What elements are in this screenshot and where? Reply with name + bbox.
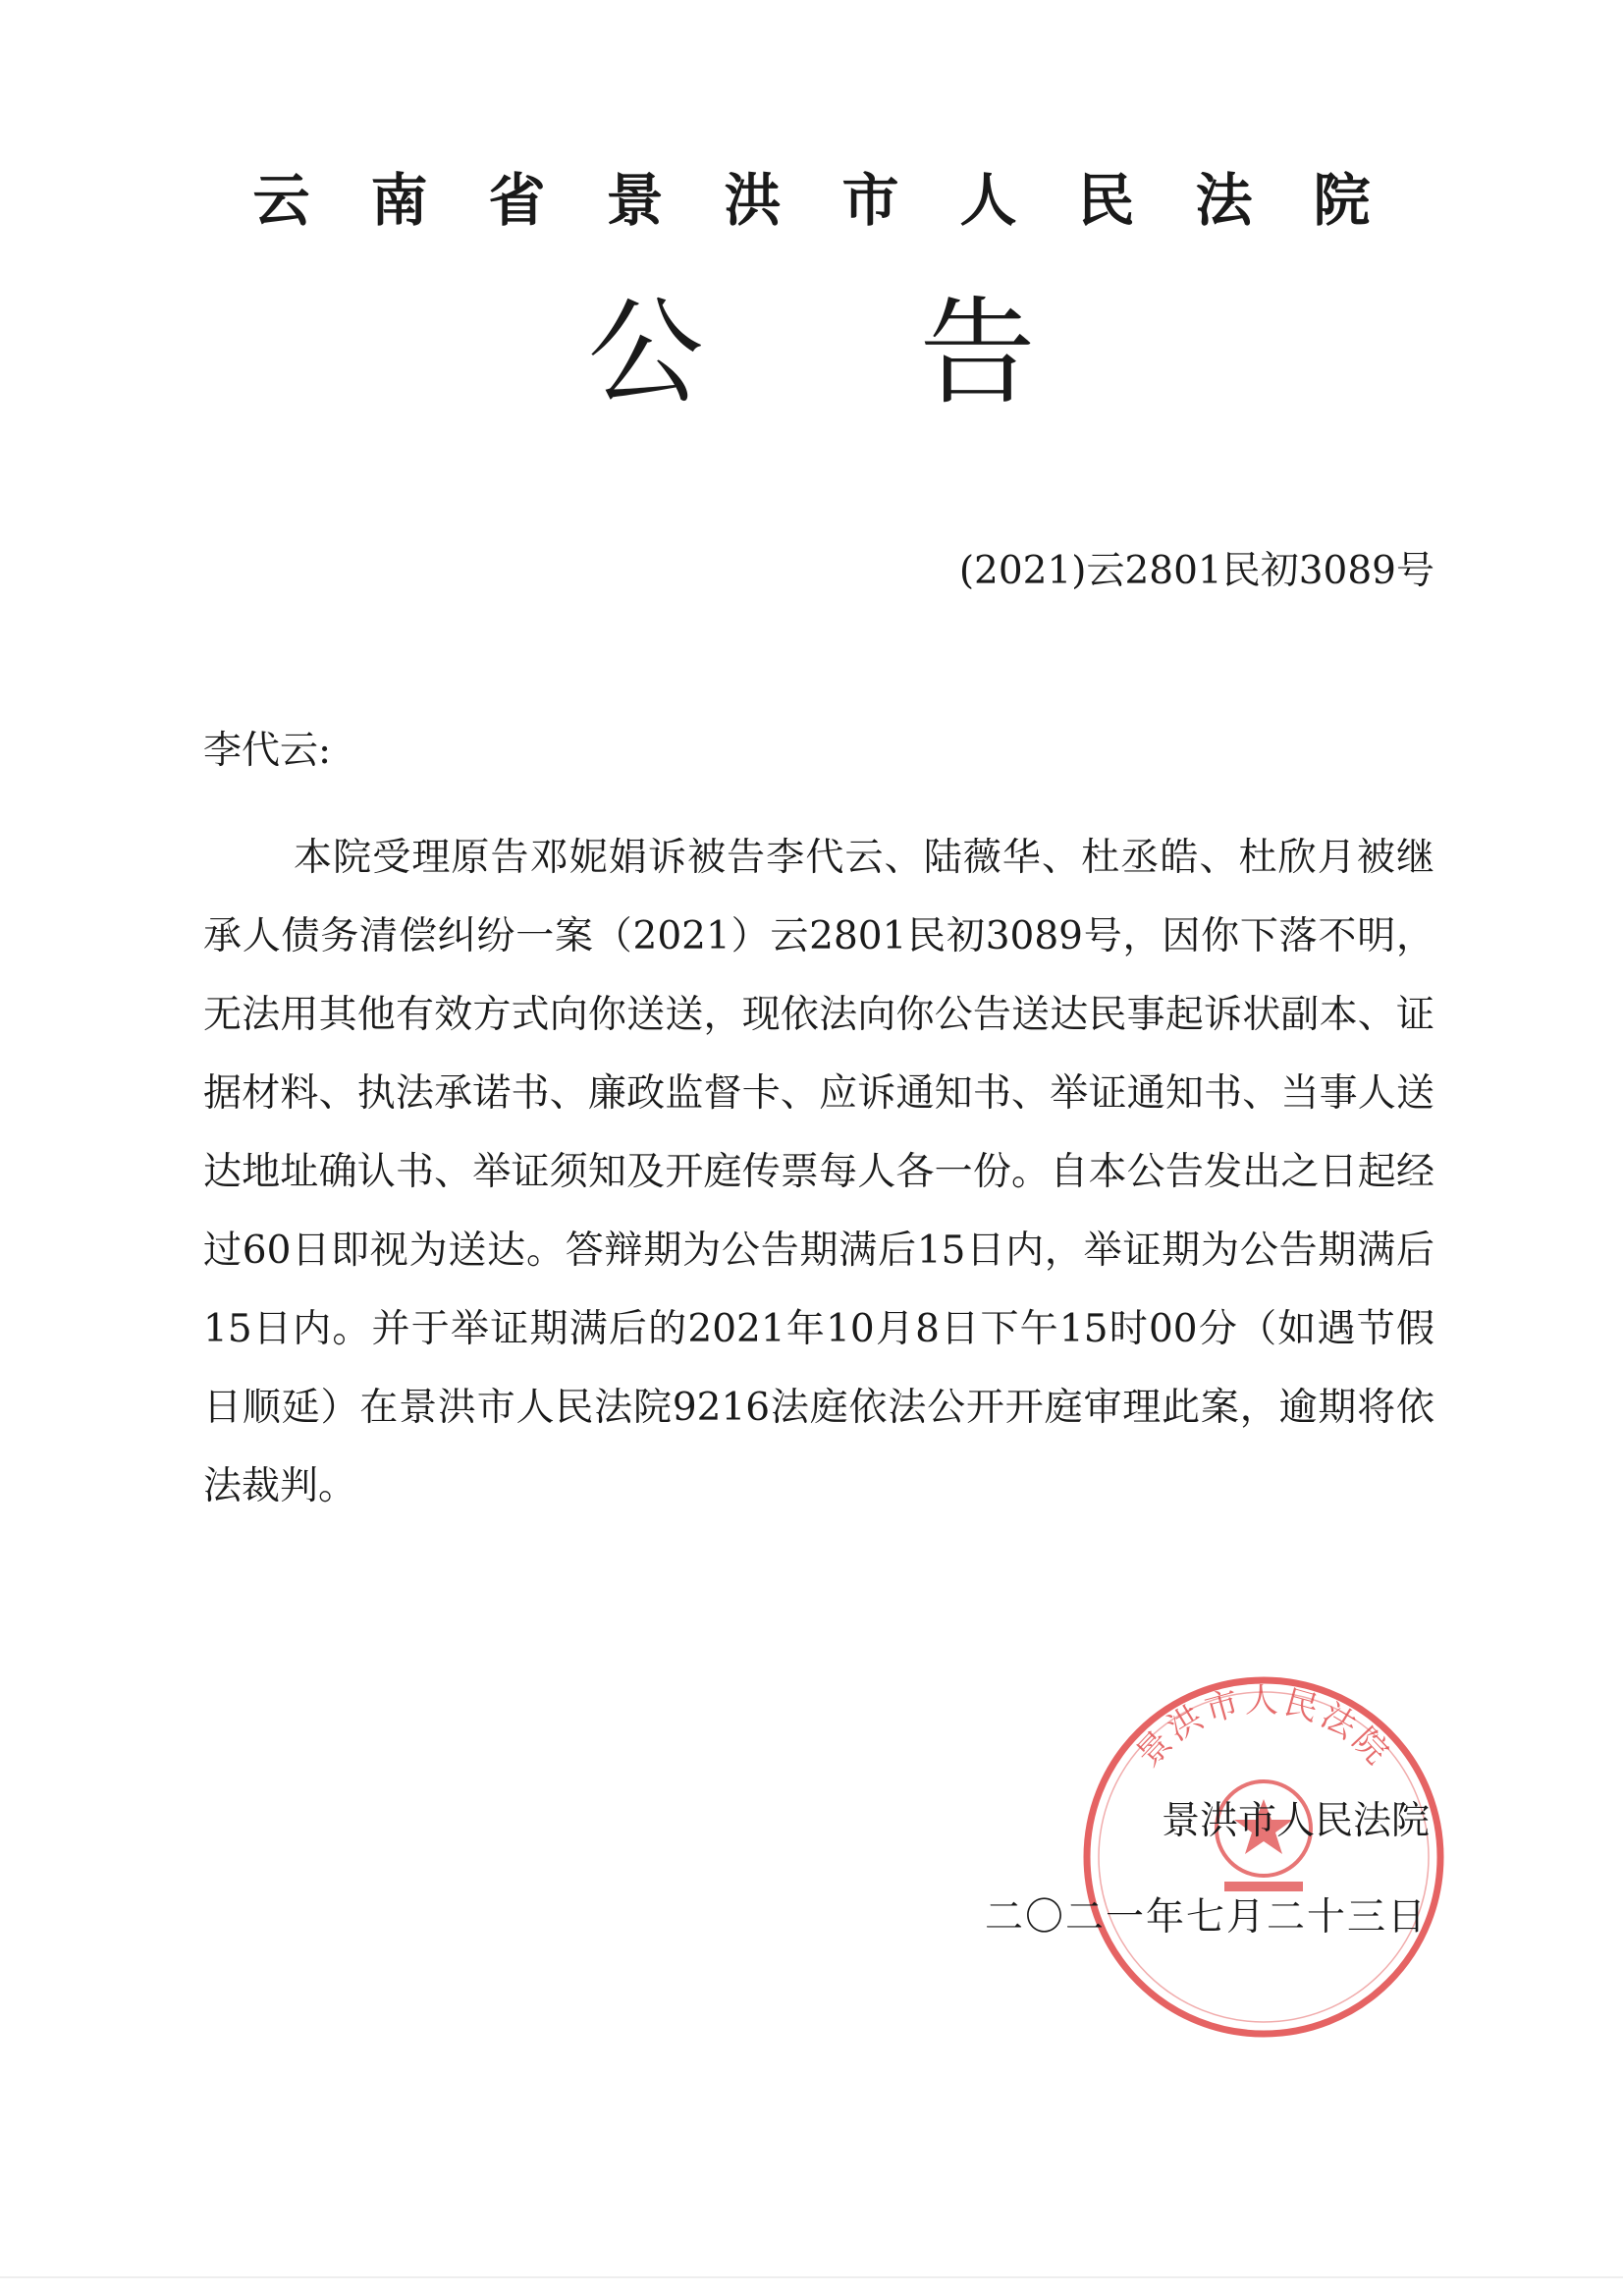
notice-body: 本院受理原告邓妮娟诉被告李代云、陆薇华、杜丞皓、杜欣月被继承人债务清偿纠纷一案（2021）云2801民初3089号，因你下落不明，无法用其他有效方式向你送送，现依法向你公告送达民事起诉状副本、证据材料、执法承诺书、廉政监督卡、应诉通知书、举证通知书、当事人送达地址确认书、举证须知及开庭传票每人各一份。自本公告发出之日起经过60日即视为送达。答辩期为公告期满后15日内，举证期为公告期满后15日内。并于举证期满后的2021年10月8日下午15时00分（如遇节假日顺延）在景洪市人民法院9216法庭依法公开开庭审理此案，逾期将依法裁判。 — [203, 836, 1434, 1508]
court-seal-icon — [1078, 1671, 1449, 2043]
signature-date: 二〇二一年七月二十三日 — [984, 1895, 1428, 1940]
document-title: 公告 — [587, 285, 1252, 420]
case-number: (2021)云2801民初3089号 — [958, 549, 1434, 593]
court-name-heading: 云南省景洪市人民法院 — [252, 167, 1432, 234]
seal-text: 景洪市人民法院 — [1128, 1681, 1399, 1776]
signature-court: 景洪市人民法院 — [1161, 1799, 1430, 1843]
page-bottom-edge — [0, 2276, 1623, 2278]
svg-text:景洪市人民法院 — [1129, 1681, 1399, 1775]
addressee: 李代云: — [203, 729, 332, 773]
